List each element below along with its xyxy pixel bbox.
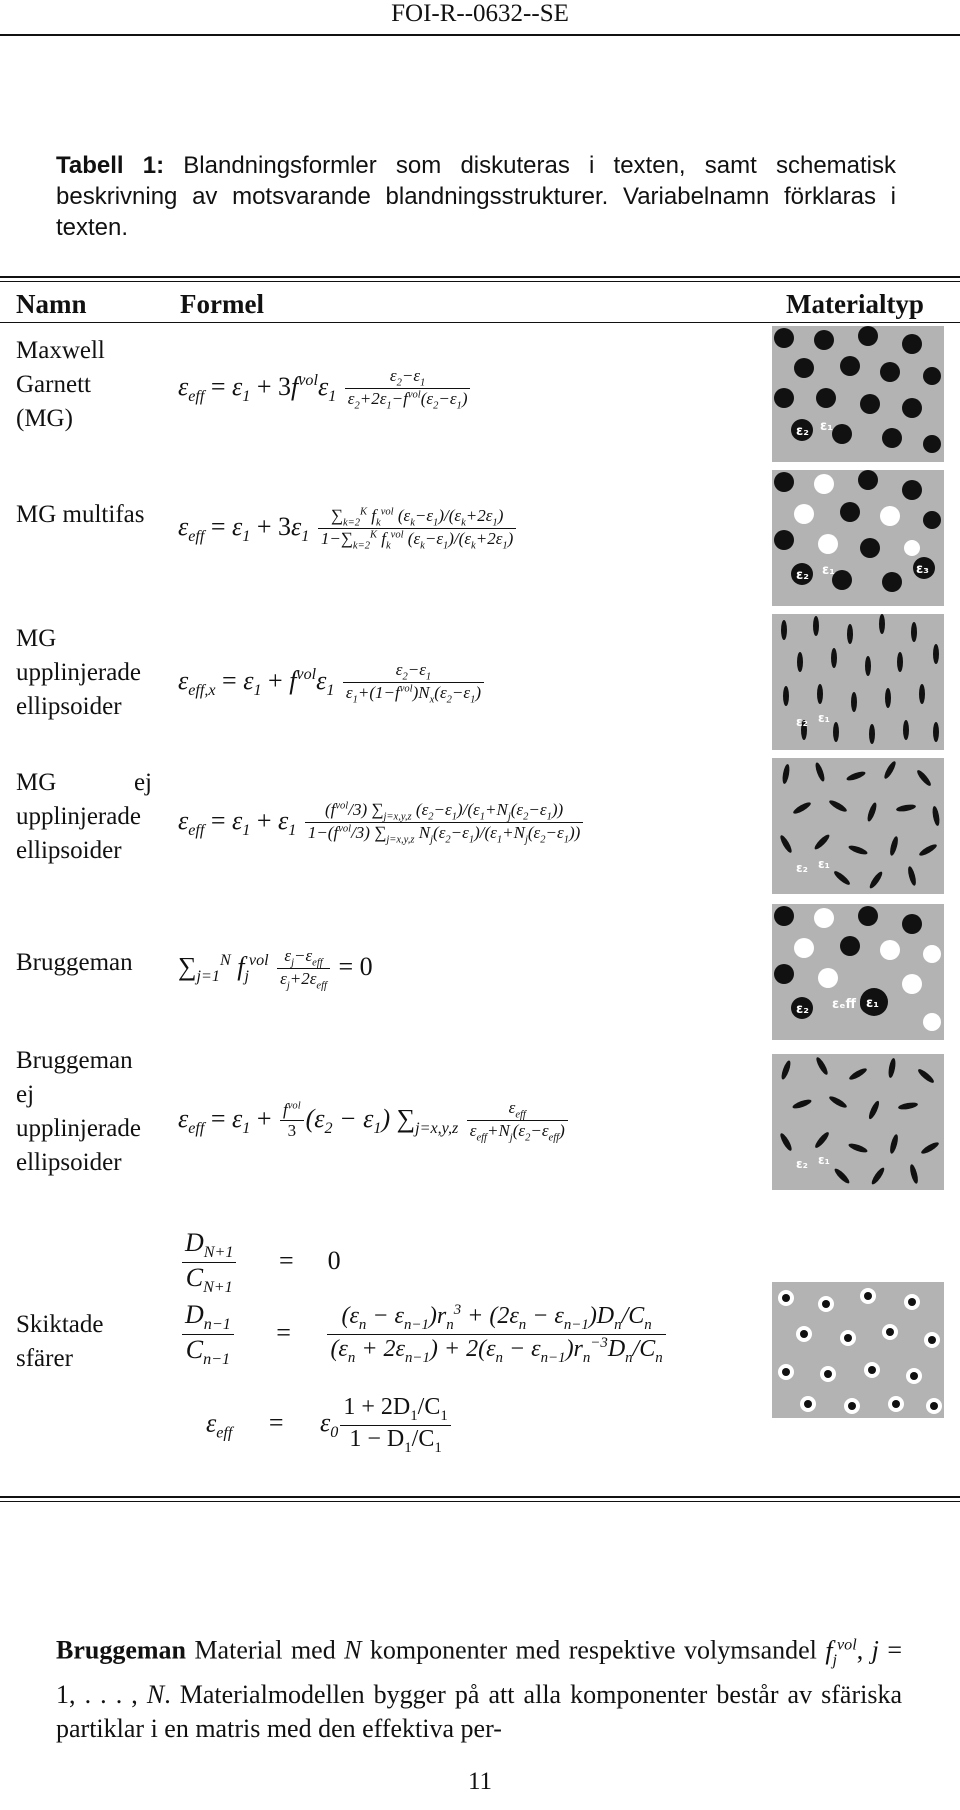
svg-text:ε₁: ε₁ <box>818 857 830 871</box>
row-name-mg-multifas: MG multifas <box>16 501 145 528</box>
caption-label: Tabell 1: <box>56 152 165 179</box>
material-panel-bruggeman-unaligned <box>772 1054 944 1190</box>
material-panel-mg-multifas <box>772 470 944 606</box>
table-caption <box>56 150 896 243</box>
header-rule <box>0 34 960 36</box>
material-panel-mg <box>772 326 944 462</box>
body-text-3: . Materialmodellen bygger på att alla komponenter består av sfäriska partiklar i en matris med den effektiva per- <box>56 1679 903 1743</box>
page-number: 11 <box>467 1768 493 1795</box>
material-panel-bruggeman <box>772 904 944 1040</box>
svg-text:ε₂: ε₂ <box>796 861 808 875</box>
svg-text:ε₁: ε₁ <box>866 996 879 1011</box>
formula-layered-1: $\frac{D_{N+1}}{C_{N+1}}$ = 0 <box>180 1228 341 1297</box>
formula-layered-2: $\frac{D_{n-1}}{C_{n-1}}$ = $\frac{(\varepsilon_n - \varepsilon_{n-1})r_n^3 + (2\varepsilon_n - \varepsilon_{n-1})D_n/C_n}{(\varepsilon_n + 2\varepsilon_{n-1}) + 2(\varepsilon_n - \varepsilon_{n-1})r_n^{-3}D_n/C_n}$ <box>180 1300 668 1369</box>
material-panel-layered-spheres <box>772 1282 944 1418</box>
svg-text:ε₁: ε₁ <box>820 419 833 434</box>
body-text-2: komponenter med respektive volymsandel <box>361 1635 826 1665</box>
svg-text:ε₂: ε₂ <box>796 1157 808 1171</box>
material-panel-mg-aligned <box>772 614 944 750</box>
table-top-rule <box>0 276 960 278</box>
formula-bruggeman: $\sum_{j=1}^N$ $f_j^{vol}$ $\frac{\varepsilon_j-\varepsilon_{eff}}{\varepsilon_j+2\varepsilon_{eff}}$ = 0 <box>178 946 373 992</box>
formula-bruggeman-unaligned: $\varepsilon_{eff} = \varepsilon_1$ + $\frac{f^{vol}}{3}$ $(\varepsilon_2 - \varepsilon_1)$ $\sum_{j=x,y,z}$ $\frac{\varepsilon_{eff}}{\varepsilon_{eff}+N_j(\varepsilon_2-\varepsilon_{eff})}$ <box>178 1098 570 1144</box>
body-term: Bruggeman <box>56 1635 186 1665</box>
svg-text:ε₁: ε₁ <box>822 563 835 578</box>
row-name-mg-unaligned: MG ej upplinjerade ellipsoider <box>16 769 152 864</box>
column-header-name: Namn <box>16 289 87 319</box>
formula-layered-3: $\varepsilon_{eff} = \varepsilon_0$ $\frac{1 + 2D_1/C_1}{1 - D_1/C_1}$ <box>206 1394 453 1457</box>
svg-text:ε₁: ε₁ <box>818 1153 830 1167</box>
formula-mg: $\varepsilon_{eff} = \varepsilon_1 + 3f^{vol}\varepsilon_1$ $\frac{\varepsilon_2-\varepsilon_1}{\varepsilon_2+2\varepsilon_1-f^{vol}(\varepsilon_2-\varepsilon_1)}$ <box>178 366 472 412</box>
page-header: FOI-R--0632--SE <box>391 0 569 27</box>
row-name-mg: Maxwell Garnett (MG) <box>16 337 105 432</box>
caption-text: Blandningsformler som diskuteras i texten, samt schematisk beskrivning av motsvarande blandningsstrukturer. Variabelnamn förklaras i texten. <box>56 152 897 241</box>
material-panel-mg-unaligned <box>772 758 944 894</box>
svg-text:ε₁: ε₁ <box>818 711 830 725</box>
table-bottom-rule-2 <box>0 1501 960 1502</box>
body-text-1: Material med <box>194 1635 345 1665</box>
body-paragraph: Bruggeman Material med N komponenter med respektive volymsandel $f_j^{vol}$, j = 1, . . . , N. Materialmodellen bygger på att alla komponenter består av sfäriska partiklar i en matris med den effektiva per- <box>56 1635 903 1743</box>
svg-text:εₑff: εₑff <box>832 997 856 1012</box>
formula-mg-aligned: $\varepsilon_{eff,x} = \varepsilon_1 + f^{vol}\varepsilon_1$ $\frac{\varepsilon_2-\varepsilon_1}{\varepsilon_1+(1-f^{vol})N_x(\varepsilon_2-\varepsilon_1)}$ <box>178 660 486 706</box>
svg-text:ε₂: ε₂ <box>796 1002 809 1017</box>
formula-mg-unaligned: $\varepsilon_{eff} = \varepsilon_1 + \varepsilon_1$ $\frac{(f^{vol}/3) \sum_{j=x,y,z} (\varepsilon_2-\varepsilon_1)/(\varepsilon_1+N_j(\varepsilon_2-\varepsilon_1))}{1-(f^{vol}/3) \sum_{j=x,y,z} N_j(\varepsilon_2-\varepsilon_1)/(\varepsilon_1+N_j(\varepsilon_2-\varepsilon_1))}$ <box>178 800 585 846</box>
row-name-bruggeman: Bruggeman <box>16 949 133 976</box>
formula-mg-multifas: $\varepsilon_{eff} = \varepsilon_1 + 3\varepsilon_1$ $\frac{\sum_{k=2}^K f_k^{vol} (\varepsilon_k-\varepsilon_1)/(\varepsilon_k+2\varepsilon_1)}{1-\sum_{k=2}^K f_k^{vol} (\varepsilon_k-\varepsilon_1)/(\varepsilon_k+2\varepsilon_1)}$ <box>178 506 518 552</box>
row-name-mg-aligned: MG upplinjerade ellipsoider <box>16 625 141 720</box>
row-name-layered-spheres: Skiktade sfärer <box>16 1311 104 1372</box>
table-top-rule-2 <box>0 281 960 282</box>
svg-text:ε₂: ε₂ <box>796 715 808 729</box>
row-name-bruggeman-unaligned: Bruggeman ej upplinjerade ellipsoider <box>16 1047 141 1176</box>
column-header-material: Materialtyp <box>786 289 924 319</box>
column-header-formula: Formel <box>180 289 264 319</box>
column-header-rule <box>0 322 960 323</box>
svg-text:ε₂: ε₂ <box>796 568 809 583</box>
svg-text:ε₃: ε₃ <box>916 562 929 577</box>
table-bottom-rule <box>0 1496 960 1498</box>
svg-text:ε₂: ε₂ <box>796 424 809 439</box>
